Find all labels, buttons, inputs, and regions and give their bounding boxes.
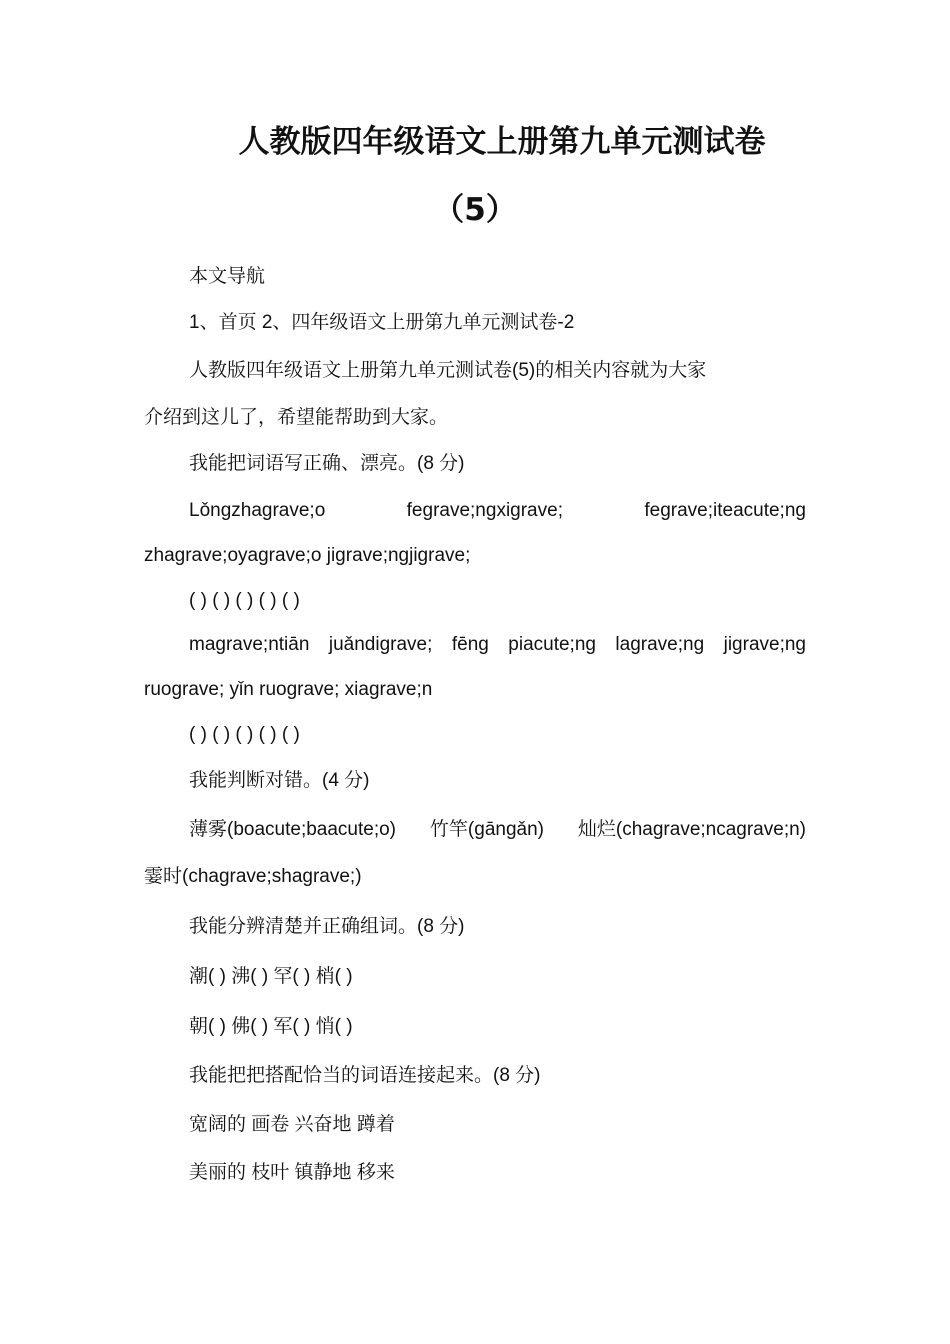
pinyin-word: fegrave;ngxigrave; [406,500,563,521]
question-1-pinyin-row2 [189,632,806,658]
document-title: 人教版四年级语文上册第九单元测试卷 [238,124,766,160]
pinyin-word: lagrave;ng [615,634,705,655]
pinyin-word: jigrave;ng [723,634,806,655]
question-1-blanks-row2: ( ) ( ) ( ) ( ) ( ) [189,724,300,745]
intro-paragraph-line2: 介绍到这儿了，希望能帮助到大家。 [144,407,449,428]
pinyin-word: juǎndigrave; [328,634,433,655]
judge-item: 竹竿(gāngǎn) [429,819,544,840]
question-3-row2: 朝( ) 佛( ) 军( ) 悄( ) [189,1016,353,1037]
nav-heading: 本文导航 [189,266,266,287]
pinyin-word: piacute;ng [508,634,596,655]
question-4-heading: 我能把把搭配恰当的词语连接起来。(8 分) [189,1065,541,1086]
document-title-number: （5） [433,192,517,228]
question-3-row1: 潮( ) 沸( ) 罕( ) 梢( ) [189,966,353,987]
question-1-pinyin-row2-cont: ruograve; yǐn ruograve; xiagrave;n [144,679,433,700]
nav-links[interactable]: 1、首页 2、四年级语文上册第九单元测试卷-2 [189,312,575,333]
question-4-row2: 美丽的 枝叶 镇静地 移来 [189,1162,395,1183]
question-1-heading: 我能把词语写正确、漂亮。(8 分) [189,453,465,474]
question-1-pinyin-row1-cont: zhagrave;oyagrave;o jigrave;ngjigrave; [144,545,471,566]
question-1-blanks-row1: ( ) ( ) ( ) ( ) ( ) [189,590,300,611]
intro-paragraph-line1: 人教版四年级语文上册第九单元测试卷(5)的相关内容就为大家 [189,360,707,381]
question-3-heading: 我能分辨清楚并正确组词。(8 分) [189,916,465,937]
pinyin-word: fēng [451,634,489,655]
pinyin-word: Lǒngzhagrave;o [189,500,326,521]
question-2-heading: 我能判断对错。(4 分) [189,770,370,791]
question-4-row1: 宽阔的 画卷 兴奋地 蹲着 [189,1114,395,1135]
question-2-items [189,817,806,843]
question-1-pinyin-row1 [189,498,806,524]
pinyin-word: magrave;ntiān [189,634,310,655]
pinyin-word: fegrave;iteacute;ng [644,500,806,521]
judge-item: 薄雾(boacute;baacute;o) [189,819,397,840]
judge-item: 灿烂(chagrave;ncagrave;n) [577,819,806,840]
question-2-items-cont: 霎时(chagrave;shagrave;) [144,866,362,887]
